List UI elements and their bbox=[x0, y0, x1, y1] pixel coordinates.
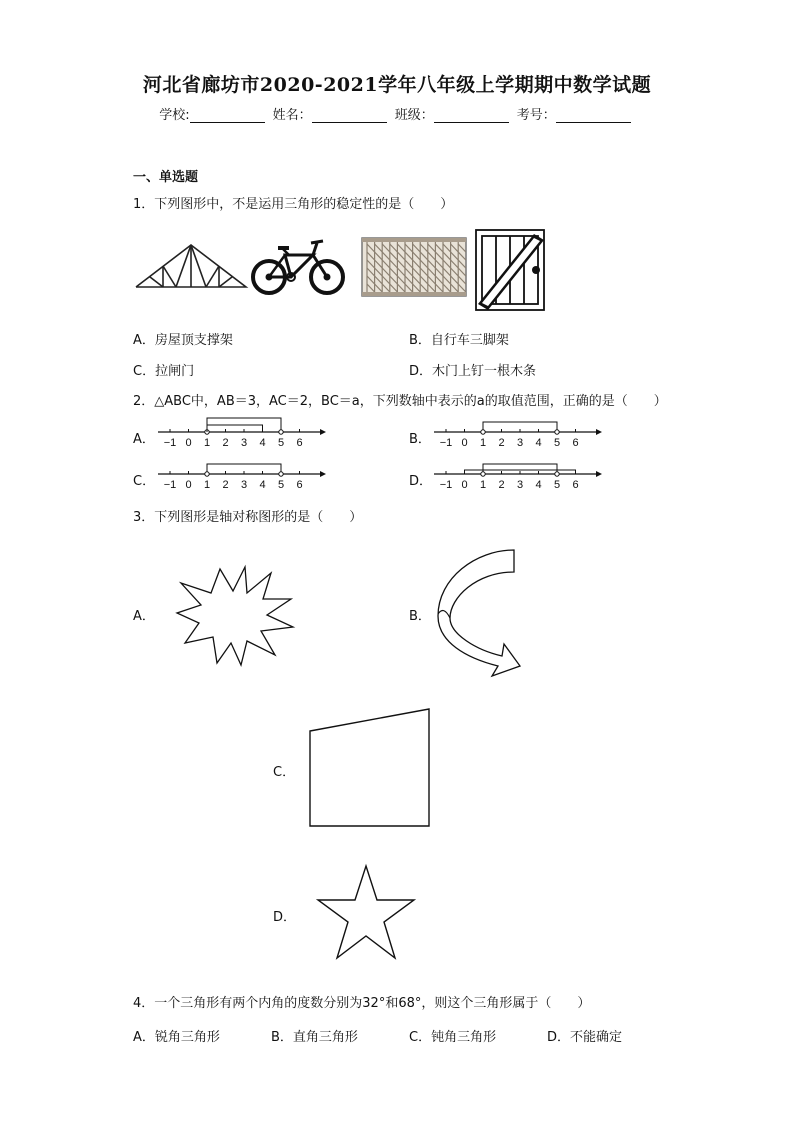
q1-option-d[interactable]: D．木门上钉一根木条 bbox=[409, 364, 537, 379]
tick-label: 1 bbox=[479, 437, 487, 449]
q3-option-a-label[interactable]: A． bbox=[133, 609, 155, 624]
tick-label: 4 bbox=[535, 437, 542, 449]
school-label: 学校: bbox=[159, 108, 190, 123]
tick-label: −1 bbox=[439, 437, 453, 449]
tick-label: 6 bbox=[296, 437, 303, 449]
section-heading: 一、单选题 bbox=[133, 170, 199, 185]
class-label: 班级： bbox=[394, 108, 434, 123]
number-line-a bbox=[158, 412, 328, 452]
tick-label: 0 bbox=[461, 479, 468, 491]
number-field[interactable] bbox=[556, 108, 631, 123]
tick-label: 4 bbox=[535, 479, 542, 491]
tick-label: −1 bbox=[163, 479, 177, 491]
question-4-text: 4．一个三角形有两个内角的度数分别为32°和68°，则这个三角形属于（ ） bbox=[133, 996, 591, 1011]
curved-arrow-shape bbox=[436, 548, 526, 680]
tick-label: 5 bbox=[553, 437, 561, 449]
q2-option-b-label[interactable]: B． bbox=[409, 432, 431, 447]
tick-label: 3 bbox=[240, 479, 248, 491]
tick-label: 4 bbox=[259, 437, 266, 449]
tick-label: 0 bbox=[185, 437, 192, 449]
folding-gate-image bbox=[361, 237, 467, 297]
tick-label: 1 bbox=[479, 479, 487, 491]
q1-option-c[interactable]: C．拉闸门 bbox=[133, 364, 195, 379]
tick-label: 6 bbox=[296, 479, 303, 491]
starburst-shape bbox=[175, 563, 295, 668]
question-3-text: 3．下列图形是轴对称图形的是（ ） bbox=[133, 510, 363, 525]
school-field[interactable] bbox=[190, 108, 265, 123]
student-info-row bbox=[0, 104, 794, 123]
q2-option-d-label[interactable]: D． bbox=[409, 474, 433, 489]
q2-option-c-label[interactable]: C． bbox=[133, 474, 156, 489]
question-2-text: 2．△ABC中，AB＝3，AC＝2，BC＝a，下列数轴中表示的a的取值范围，正确的是（ ） bbox=[133, 394, 667, 409]
tick-label: 2 bbox=[222, 479, 229, 491]
tick-label: −1 bbox=[163, 437, 177, 449]
tick-label: 5 bbox=[277, 437, 285, 449]
tick-label: 0 bbox=[185, 479, 192, 491]
number-label: 考号： bbox=[516, 108, 556, 123]
tick-label: 2 bbox=[222, 437, 229, 449]
q4-option-d[interactable]: D．不能确定 bbox=[547, 1030, 623, 1045]
tick-label: 3 bbox=[516, 479, 524, 491]
tick-label: 2 bbox=[498, 479, 505, 491]
tick-label: 3 bbox=[240, 437, 248, 449]
q2-option-a-label[interactable]: A． bbox=[133, 432, 155, 447]
q4-option-c[interactable]: C．钝角三角形 bbox=[409, 1030, 497, 1045]
number-line-c bbox=[158, 454, 328, 494]
tick-label: 5 bbox=[553, 479, 561, 491]
number-line-b bbox=[434, 412, 604, 452]
wooden-door-image bbox=[474, 228, 546, 312]
quadrilateral-shape bbox=[308, 706, 433, 828]
tick-label: −1 bbox=[439, 479, 453, 491]
star-shape bbox=[316, 864, 416, 964]
page-title: 河北省廊坊市2020-2021学年八年级上学期期中数学试题 bbox=[142, 74, 652, 96]
q4-option-a[interactable]: A．锐角三角形 bbox=[133, 1030, 220, 1045]
q3-option-c-label[interactable]: C． bbox=[273, 765, 296, 780]
name-field[interactable] bbox=[312, 108, 387, 123]
number-line-d bbox=[434, 454, 604, 494]
class-field[interactable] bbox=[434, 108, 509, 123]
name-label: 姓名： bbox=[272, 108, 312, 123]
question-1-text: 1．下列图形中，不是运用三角形的稳定性的是（ ） bbox=[133, 197, 454, 212]
q3-option-d-label[interactable]: D． bbox=[273, 910, 297, 925]
bicycle-image bbox=[251, 237, 345, 297]
tick-label: 4 bbox=[259, 479, 266, 491]
q4-option-b[interactable]: B．直角三角形 bbox=[271, 1030, 358, 1045]
q3-option-b-label[interactable]: B． bbox=[409, 609, 431, 624]
tick-label: 6 bbox=[572, 479, 579, 491]
tick-label: 5 bbox=[277, 479, 285, 491]
tick-label: 1 bbox=[203, 479, 211, 491]
tick-label: 3 bbox=[516, 437, 524, 449]
roof-truss-image bbox=[136, 240, 246, 290]
q1-option-b[interactable]: B．自行车三脚架 bbox=[409, 333, 509, 348]
tick-label: 2 bbox=[498, 437, 505, 449]
tick-label: 0 bbox=[461, 437, 468, 449]
q1-option-a[interactable]: A．房屋顶支撑架 bbox=[133, 333, 233, 348]
tick-label: 1 bbox=[203, 437, 211, 449]
tick-label: 6 bbox=[572, 437, 579, 449]
